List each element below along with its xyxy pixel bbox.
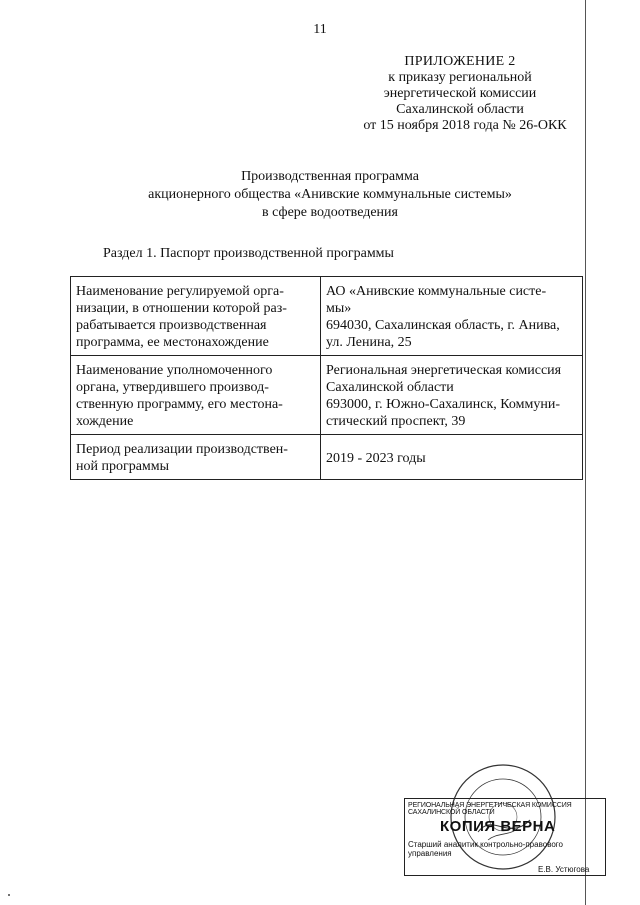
cell-line: ственную программу, его местона- (76, 397, 283, 412)
cell-line: мы» (326, 301, 352, 316)
table-row (71, 435, 583, 480)
appendix-line: Сахалинской области (396, 102, 524, 117)
cell-line: хождение (76, 414, 134, 429)
table-cell-value (321, 356, 583, 435)
page-number: 11 (313, 22, 327, 37)
table-cell-label (71, 356, 321, 435)
cell-line: 694030, Сахалинская область, г. Анива, (326, 318, 560, 333)
cell-line: ул. Ленина, 25 (326, 335, 412, 350)
cell-line: 2019 - 2023 годы (326, 450, 426, 466)
passport-table (70, 276, 583, 480)
appendix-line: энергетической комиссии (383, 86, 537, 101)
table-row (71, 277, 583, 356)
cell-line: низации, в отношении которой раз- (76, 301, 287, 316)
cell-line: ной программы (76, 459, 170, 474)
scan-margin-line (585, 0, 586, 905)
scan-speck (8, 894, 10, 896)
cell-line: Региональная энергетическая комиссия (326, 363, 562, 378)
document-title (100, 168, 560, 222)
cell-line: рабатывается производственная (76, 318, 267, 333)
section-heading: Раздел 1. Паспорт производственной программы (103, 246, 394, 261)
stamp-signer-name: Е.В. Устюгова (538, 865, 590, 874)
cell-line: органа, утвердившего производ- (76, 380, 269, 395)
table-cell-label (71, 277, 321, 356)
appendix-title: ПРИЛОЖЕНИЕ 2 (404, 54, 516, 69)
appendix-header (330, 54, 590, 134)
table-row (71, 356, 583, 435)
stamp-copy-text: КОПИЯ ВЕРНА (440, 818, 556, 835)
title-line: Производственная программа (241, 169, 419, 184)
cell-line: АО «Анивские коммунальные систе- (326, 284, 547, 299)
cell-line: программа, ее местонахождение (76, 335, 269, 350)
cell-line: 693000, г. Южно-Сахалинск, Коммуни- (326, 397, 560, 412)
stamp-organization: РЕГИОНАЛЬНАЯ ЭНЕРГЕТИЧЕСКАЯ КОМИССИЯ САХАЛИНСКОЙ ОБЛАСТИ (408, 802, 572, 816)
cell-line: Сахалинской области (326, 380, 454, 395)
title-line: акционерного общества «Анивские коммунальные системы» (148, 187, 512, 202)
cell-line: Наименование уполномоченного (76, 363, 273, 378)
table-cell-value (321, 277, 583, 356)
title-line: в сфере водоотведения (262, 205, 398, 220)
table-cell-label (71, 435, 321, 480)
table-cell-value (321, 435, 583, 480)
appendix-line: к приказу региональной (388, 70, 532, 85)
stamp-position: Старший аналитик контрольно-правового управления (408, 840, 563, 858)
cell-line: стический проспект, 39 (326, 414, 466, 429)
cell-line: Наименование регулируемой орга- (76, 284, 284, 299)
cell-line: Период реализации производствен- (76, 442, 288, 457)
appendix-date-line: от 15 ноября 2018 года № 26-ОКК (363, 118, 567, 133)
